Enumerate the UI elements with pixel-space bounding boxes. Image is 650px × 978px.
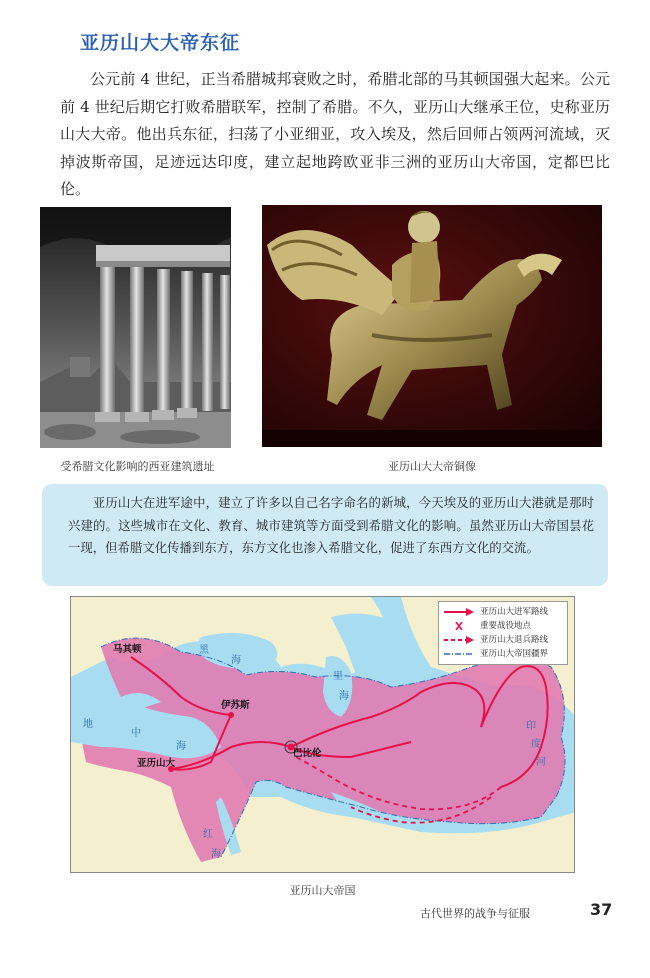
- info-box: 亚历山大在进军途中，建立了许多以自己名字命名的新城，今天埃及的亚历山大港就是那时兴建的。这些城市在文化、教育、城市建筑等方面受到希腊文化的影响。虽然亚历山大帝国昙花一现，但希腊文化传播到东方，东方文化也渗入希腊文化，促进了东西方文化的交流。: [42, 484, 608, 586]
- battle-x-icon: [444, 621, 474, 631]
- sea-red-1: 红: [203, 829, 213, 840]
- sea-med-2: 中: [131, 728, 141, 739]
- legend-retreat: 亚历山大退兵路线: [444, 633, 562, 647]
- body-paragraph: 公元前 4 世纪，正当希腊城邦衰败之时，希腊北部的马其顿国强大起来。公元前 4 世纪后期它打败希腊联军，控制了希腊。不久，亚历山大继承王位，史称亚历山大大帝。他出兵东征，扫荡了小亚细亚，攻入埃及，然后回师占领两河流域，灭掉波斯帝国，足迹远达印度，建立起地跨欧亚非三洲的亚历山大帝国，定都巴比伦。: [60, 70, 610, 198]
- sea-med-3: 海: [176, 741, 186, 752]
- river-indus-1: 印: [526, 721, 536, 732]
- sea-black-2: 海: [231, 655, 241, 666]
- section-title: 亚历山大大帝东征: [80, 32, 241, 54]
- sea-red-2: 海: [211, 849, 221, 860]
- dashed-arrow-icon: [444, 635, 474, 645]
- label-alexandria: 亚历山大: [137, 758, 176, 769]
- photo-statue: [262, 205, 602, 447]
- border-line-icon: [444, 649, 474, 659]
- label-macedon: 马其顿: [113, 644, 142, 655]
- map-legend: [438, 601, 568, 665]
- sea-caspian-1: 里: [333, 671, 343, 682]
- legend-advance: 亚历山大进军路线: [444, 605, 562, 619]
- page-number: 37: [590, 900, 613, 919]
- caption-ruins: 受希腊文化影响的西亚建筑遗址: [60, 460, 215, 473]
- solid-arrow-icon: [444, 607, 474, 617]
- sea-black-1: 黑: [199, 645, 209, 656]
- sea-med-1: 地: [83, 719, 93, 730]
- river-indus-2: 度: [531, 739, 541, 750]
- photo-ruins: [40, 207, 231, 448]
- label-babylon: 巴比伦: [293, 748, 322, 759]
- footer-chapter: 古代世界的战争与征服: [420, 907, 530, 920]
- legend-border: 亚历山大帝国疆界: [444, 647, 562, 661]
- map-figure: [70, 596, 575, 873]
- sea-caspian-2: 海: [339, 691, 349, 702]
- label-issus: 伊苏斯: [221, 700, 250, 711]
- river-indus-3: 河: [536, 757, 546, 768]
- caption-map: 亚历山大帝国: [289, 884, 356, 897]
- caption-statue: 亚历山大大帝铜像: [388, 460, 476, 473]
- legend-battle: 重要战役地点: [444, 619, 562, 633]
